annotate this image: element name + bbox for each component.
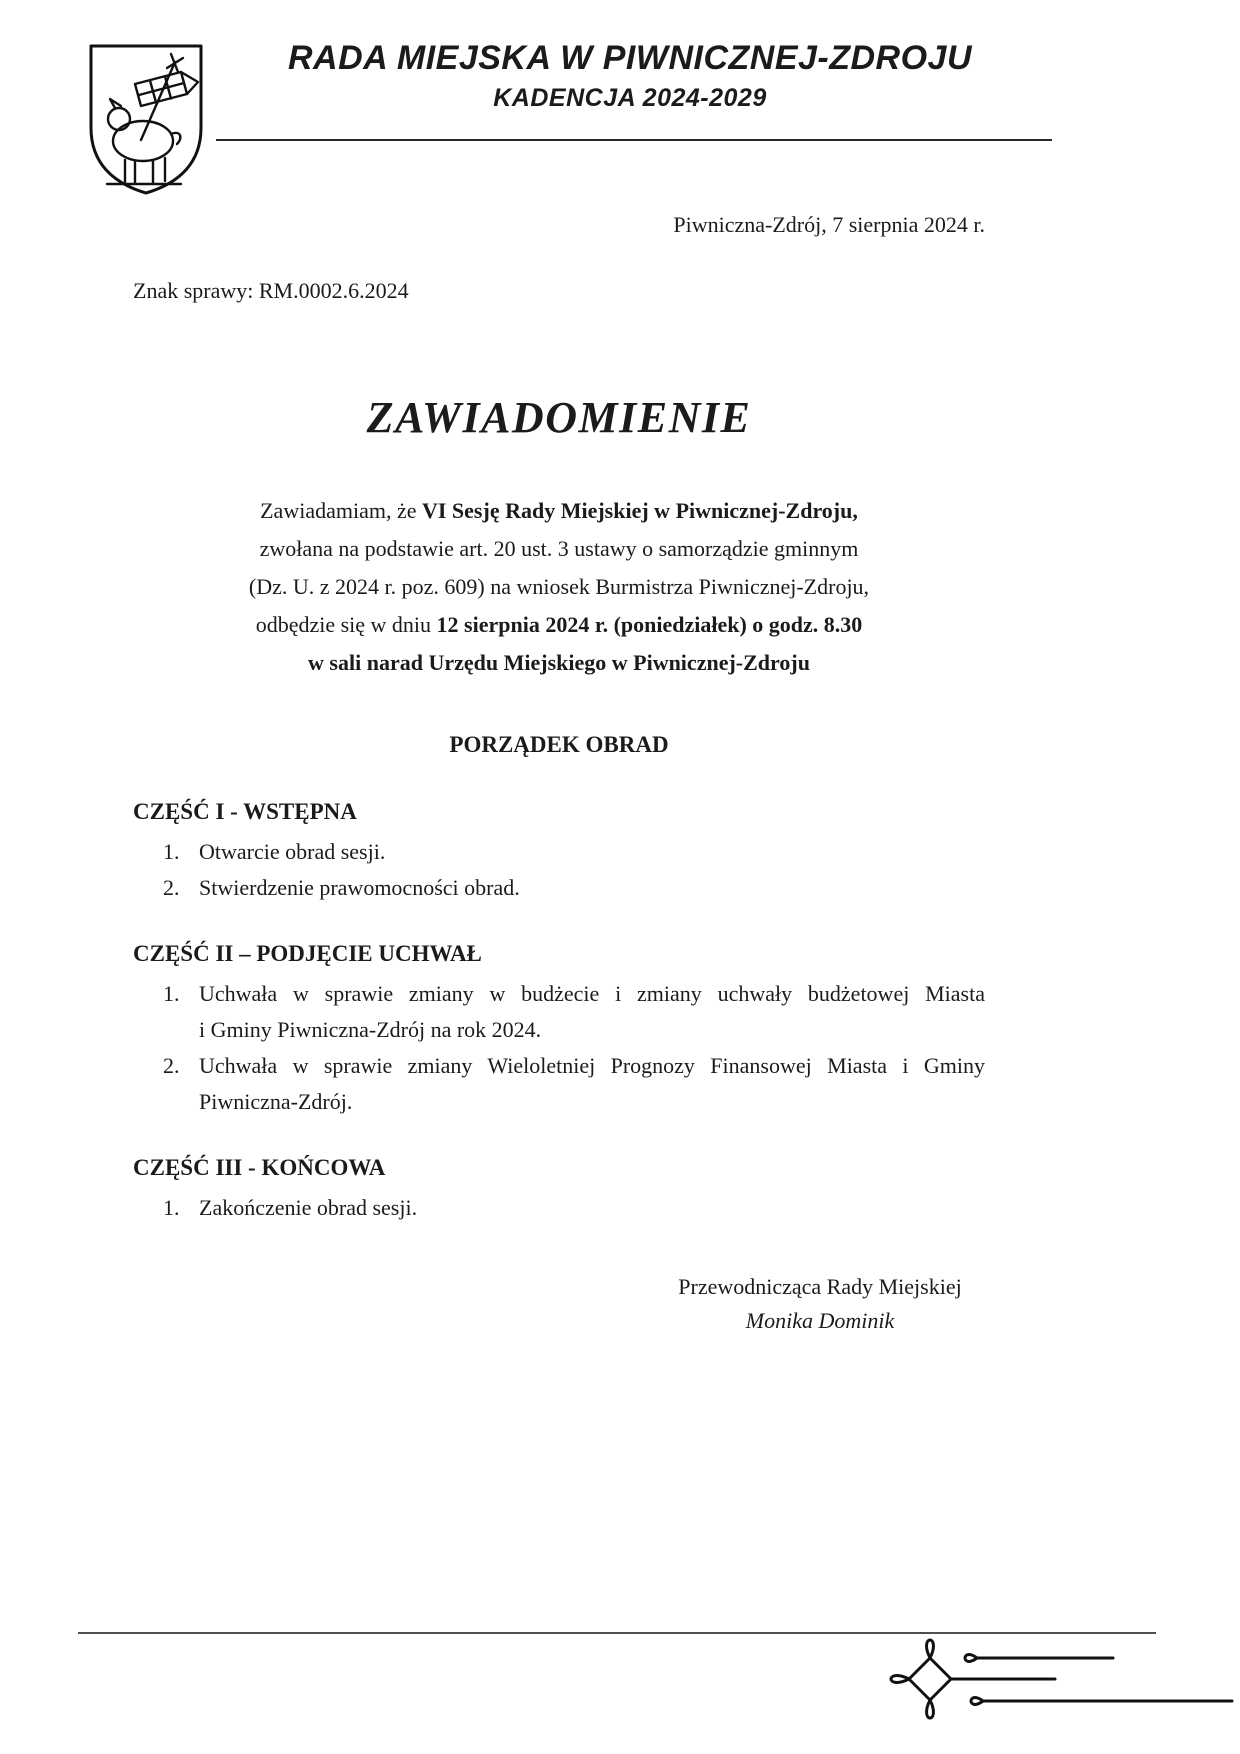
intro-line: zwołana na podstawie art. 20 ust. 3 ustawy o samorządzie gminnym	[259, 536, 859, 561]
agenda-list	[133, 976, 985, 1120]
item-number: 1.	[163, 1195, 180, 1220]
intro-line: (Dz. U. z 2024 r. poz. 609) na wniosek Burmistrza Piwnicznej-Zdroju,	[248, 574, 870, 599]
agenda-section-3	[133, 1152, 985, 1226]
letterhead-divider	[216, 139, 1052, 141]
section-heading: CZĘŚĆ II – PODJĘCIE UCHWAŁ	[133, 941, 482, 966]
case-number: Znak sprawy: RM.0002.6.2024	[133, 278, 409, 303]
intro-paragraph	[133, 492, 985, 682]
intro-text-bold: VI Sesję Rady Miejskiej w Piwnicznej-Zdroju,	[421, 498, 858, 523]
agenda-item	[133, 976, 985, 1048]
intro-text: odbędzie się w dniu	[255, 612, 437, 637]
agenda-list	[133, 834, 985, 906]
item-number: 1.	[163, 839, 180, 864]
intro-line	[133, 644, 985, 682]
intro-line	[133, 492, 985, 530]
agenda-list	[133, 1190, 985, 1226]
item-text: Otwarcie obrad sesji.	[199, 839, 386, 864]
item-text: Stwierdzenie prawomocności obrad.	[199, 875, 520, 900]
item-text: Uchwała w sprawie zmiany Wieloletniej Prognozy Finansowej Miasta i Gminy	[199, 1053, 985, 1078]
letterhead-text	[235, 36, 1025, 114]
item-number: 1.	[163, 981, 180, 1006]
agenda-item	[133, 1048, 985, 1120]
agenda-heading: PORZĄDEK OBRAD	[449, 732, 669, 757]
agenda-section-2	[133, 938, 985, 1120]
item-text: Zakończenie obrad sesji.	[199, 1195, 418, 1220]
item-number: 2.	[163, 875, 180, 900]
organization-name: RADA MIEJSKA W PIWNICZNEJ-ZDROJU	[287, 39, 973, 77]
agenda-item	[133, 834, 985, 870]
signature-block	[600, 1270, 1040, 1338]
dateline: Piwniczna-Zdrój, 7 sierpnia 2024 r.	[673, 212, 985, 237]
item-text: Uchwała w sprawie zmiany w budżecie i zmiany uchwały budżetowej Miasta	[199, 981, 985, 1006]
section-heading: CZĘŚĆ I - WSTĘPNA	[133, 799, 357, 824]
agenda-section-1	[133, 796, 985, 906]
intro-text-bold: w sali narad Urzędu Miejskiego w Piwnicznej-Zdroju	[308, 650, 810, 675]
knot-flourish-icon	[780, 1632, 1240, 1732]
signature-name: Monika Dominik	[745, 1308, 895, 1333]
section-heading: CZĘŚĆ III - KOŃCOWA	[133, 1155, 386, 1180]
agenda-item	[133, 870, 985, 906]
intro-text: Zawiadamiam, że	[260, 498, 422, 523]
term-subtitle: KADENCJA 2024-2029	[493, 84, 767, 112]
signature-role: Przewodnicząca Rady Miejskiej	[678, 1274, 962, 1299]
agenda-item	[133, 1190, 985, 1226]
item-number: 2.	[163, 1053, 180, 1078]
item-text: i Gminy Piwniczna-Zdrój na rok 2024.	[199, 1017, 542, 1042]
document-title: ZAWIADOMIENIE	[366, 393, 752, 442]
coat-of-arms-icon	[85, 42, 207, 198]
intro-line	[133, 606, 985, 644]
intro-text-bold: 12 sierpnia 2024 r. (poniedziałek) o godz. 8.30	[436, 612, 863, 637]
item-text: Piwniczna-Zdrój.	[199, 1089, 353, 1114]
